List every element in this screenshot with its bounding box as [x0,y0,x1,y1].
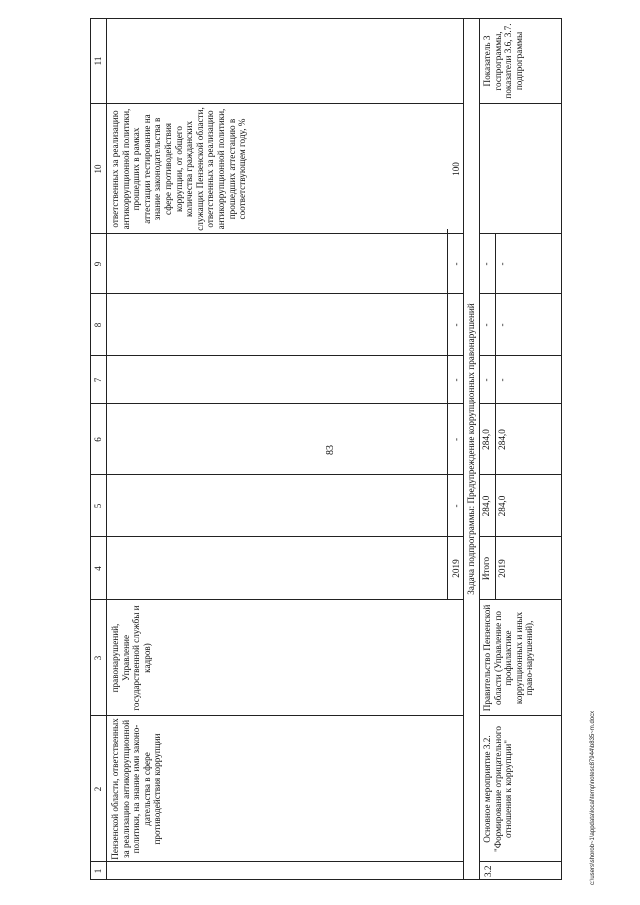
row2-indicator-ref: Показатель 3 госпрограммы, показатели 3.6, 3.7. подпрограммы [482,23,524,99]
row2-total-col5: 284,0 [481,495,491,517]
header-col-11: 11 [93,56,103,66]
row1-executor-text: правонарушений, Управление государственной службы и кадров) [110,605,152,711]
row2-total-label: Итого [481,556,491,581]
row2-number: 3.2 [483,865,493,877]
header-col-1: 1 [93,868,103,874]
header-col-7: 7 [93,377,103,383]
header-col-4: 4 [93,566,103,571]
header-col-9: 9 [93,261,103,267]
header-col-8: 8 [93,322,103,328]
row1-col9: - [451,262,461,266]
header-col-5: 5 [93,503,103,509]
header-col-2: 2 [93,786,103,792]
row1-year: 2019 [451,559,461,578]
section-title: Задача подпрограммы: Предупреждение коррупционных правонарушений [466,303,476,595]
row1-col6: - [451,437,461,442]
row2-total-col6: 284,0 [481,429,491,450]
row1-col7: - [451,378,461,382]
row2-year-col7: - [497,378,507,382]
file-path-footer: c:\users\shorob~1\appdata\local\temp\notesc87944\b835~m.docx [590,710,596,885]
row1-col5: - [451,504,461,508]
section-divider [479,18,480,880]
header-col-6: 6 [93,437,103,442]
row1-indicator-text: Пензенской области, ответственных за реализацию антикоррупционной политики, на знание ими законо-дательства в сфере противодействия коррупции [110,718,163,860]
row1-year-divider [447,229,448,600]
header-col-10: 10 [93,164,103,174]
header-divider [106,18,107,880]
row2-year-label: 2019 [497,559,507,578]
header-col-3: 3 [93,655,103,661]
row2-executor: Правительство Пензенской области (Управление по профилактике коррупционных и иных право-нарушений), [482,604,535,712]
row2-activity: Основное мероприятие 3.2. "Формирование отрицательного отношения к коррупции" [482,726,514,852]
row2-total-col9: - [481,262,491,266]
row1-col10-value: 100 [451,162,461,176]
page-number: 83 [325,445,336,455]
row2-year-col6: 284,0 [497,429,507,450]
row2-year-col9: - [497,262,507,266]
row1-bottom-divider [463,18,464,880]
row2-subdivider [495,234,496,600]
row2-total-col7: - [481,378,491,382]
row2-total-col8: - [481,323,491,327]
row2-year-col8: - [497,323,507,327]
table-sheet [90,18,562,880]
row1-col8: - [451,323,461,327]
row1-indicator-name: ответственных за реализацию антикоррупционной политики, прошедших в рамках аттестации тестирование на знание законодательства в сфере противодействия коррупции, от общего количества гражданских служащих Пензенской области, ответственных за реализацию антикоррупционной политики, прошедших аттестацию в соответствующем году, % [110,107,248,231]
row2-year-col5: 284,0 [497,495,507,517]
